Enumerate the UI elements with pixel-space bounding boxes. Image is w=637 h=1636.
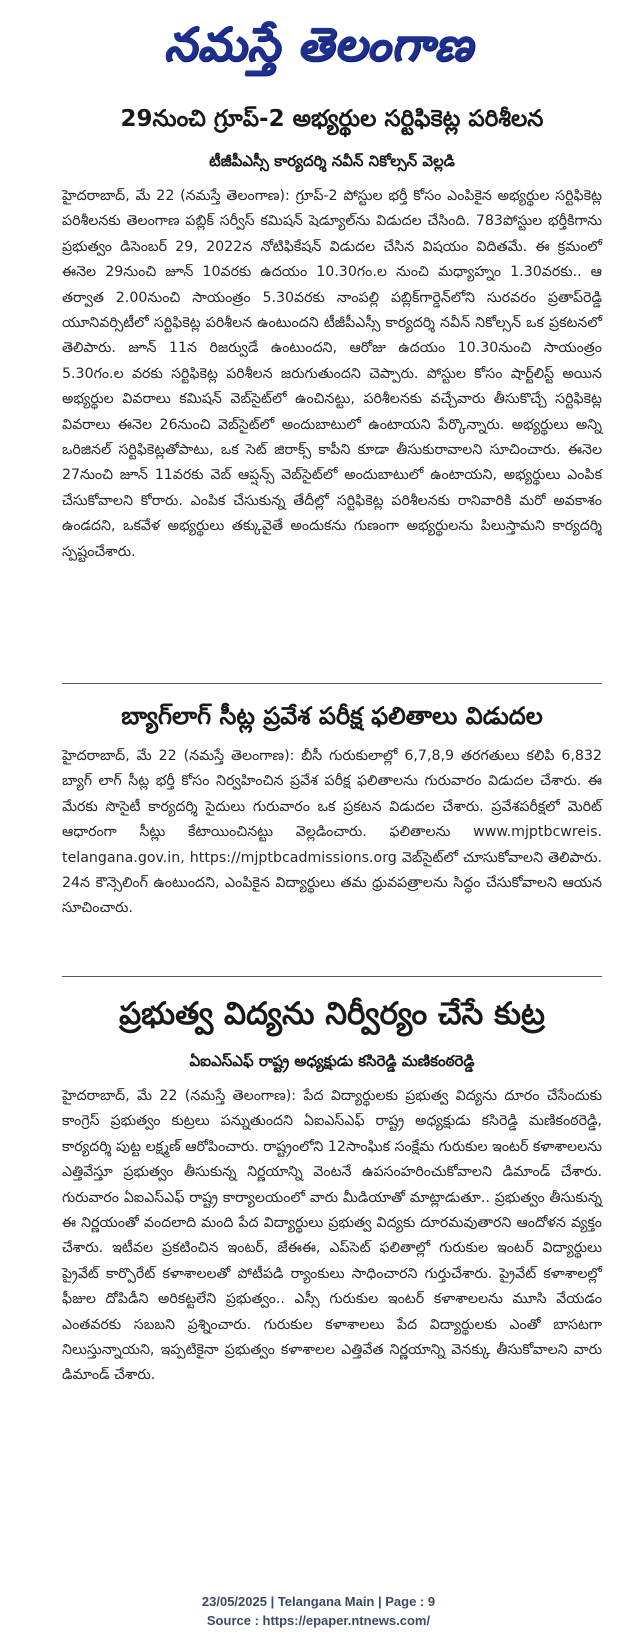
article-headline: 29నుంచి గ్రూప్-2 అభ్యర్థుల సర్టిఫికెట్ల పరిశీలన bbox=[120, 106, 544, 132]
article-group2-certificates bbox=[62, 98, 602, 565]
article-subheadline: ఏఐఎస్ఎఫ్ రాష్ట్ర అధ్యక్షుడు కసిరెడ్డి మణికంఠరెడ్డి bbox=[189, 1052, 475, 1070]
article-headline: ప్రభుత్వ విద్యను నిర్వీర్యం చేసే కుట్ర bbox=[119, 996, 545, 1032]
article-headline: బ్యాగ్‌లాగ్ సీట్ల ప్రవేశ పరీక్ష ఫలితాలు విడుదల bbox=[121, 702, 543, 730]
article-body: హైదరాబాద్, మే 22 (నమస్తే తెలంగాణ): పేద విద్యార్థులకు ప్రభుత్వ విద్యను దూరం చేసేందుకు కాంగ్రెస్ ప్రభుత్వం కుట్రలు పన్నుతుందని ఏఐఎస్ఎఫ్ రాష్ట్ర అధ్యక్షుడు కసిరెడ్డి మణికంఠరెడ్డి, కార్యదర్శి పుట్ట లక్ష్మణ్ ఆరోపించారు. రాష్ట్రంలోని 12సాంఘిక సంక్షేమ గురుకుల ఇంటర్ కళాశాలలను ఎత్తివేస్తూ ప్రభుత్వం తీసుకున్న నిర్ణయాన్ని వెంటనే ఉపసంహరించుకోవాలని డిమాండ్ చేశారు. గురువారం ఏఐఎస్ఎఫ్ రాష్ట్ర కార్యాలయంలో వారు మీడియాతో మాట్లాడుతూ.. ప్రభుత్వం తీసుకున్న ఈ నిర్ణయంతో వందలాది మంది పేద విద్యార్థులు ప్రభుత్వ విద్యకు దూరమవుతారని ఆందోళన వ్యక్తం చేశారు. ఇటీవల ప్రకటించిన ఇంటర్, జేఈఈ, ఎప్‌సెట్ ఫలితాల్లో గురుకుల ఇంటర్ విద్యార్థులు ప్రైవేట్ కార్పొరేట్ కళాశాలలతో పోటీపడి ర్యాంకులు సాధించారని గుర్తుచేశారు. ప్రైవేట్ కళాశాలల్లో ఫీజుల దోపిడీని అరికట్టలేని ప్రభుత్వం.. ఎస్సీ గురుకుల ఇంటర్ కళాశాలలను మూసి వేయడం ఎంతవరకు సబబని ప్రశ్నించారు. గురుకుల కళాశాలలు పేద విద్యార్థులకు ఎంతో బాసటగా నిలుస్తున్నాయని, ఇప్పటికైనా ప్రభుత్వం కళాశాలల ఎత్తివేత నిర్ణయాన్ని వెనక్కు తీసుకోవాలని వారు డిమాండ్ చేశారు. bbox=[62, 1088, 602, 1384]
article-divider bbox=[62, 976, 602, 977]
article-subheadline: టీజీపీఎస్సీ కార్యదర్శి నవీన్ నికోల్సన్ వెల్లడి bbox=[209, 152, 455, 170]
footer-source-link: Source : https://epaper.ntnews.com/ bbox=[206, 1613, 431, 1628]
article-divider bbox=[62, 683, 602, 684]
article-backlog-seats-results bbox=[62, 692, 602, 922]
page-footer bbox=[0, 1592, 637, 1630]
article-body: హైదరాబాద్, మే 22 (నమస్తే తెలంగాణ): గ్రూప్-2 పోస్టుల భర్తీ కోసం ఎంపికైన అభ్యర్థుల సర్టిఫికెట్ల పరిశీలనకు తెలంగాణ పబ్లిక్ సర్వీస్ కమిషన్ షెడ్యూల్‌ను విడుదల చేసింది. 783పోస్టుల భర్తీకిగాను ప్రభుత్వం డిసెంబర్ 29, 2022న నోటిఫికేషన్ విడుదల చేసిన విషయం విదితమే. ఈ క్రమంలో ఈనెల 29నుంచి జూన్ 10వరకు ఉదయం 10.30గం.ల నుంచి మధ్యాహ్నం 1.30వరకు.. ఆ తర్వాత 2.00నుంచి సాయంత్రం 5.30వరకు నాంపల్లి పబ్లిక్‌గార్డెన్‌లోని సురవరం ప్రతాప్‌రెడ్డి యూనివర్సిటీలో సర్టిఫికెట్ల పరిశీలన ఉంటుందని టీజీపీఎస్సీ కార్యదర్శి నవీన్ నికోల్సన్ ఒక ప్రకటనలో తెలిపారు. జూన్ 11న రిజర్వుడే ఉంటుందని, ఆరోజు ఉదయం 10.30నుంచి సాయంత్రం 5.30గం.ల వరకు సర్టిఫికెట్ల పరిశీలన జరుగుతుందని చెప్పారు. పోస్టుల కోసం షార్ట్‌లిస్ట్ అయిన అభ్యర్థుల వివరాలు కమిషన్ వెబ్‌సైట్‌లో ఉంచినట్టు, పరిశీలనకు వచ్చేవారు తీసుకొచ్చే సర్టిఫికెట్ల వివరాలు ఈనెల 26నుంచి వెబ్‌సైట్‌లో అందుబాటులో ఉంటాయని పేర్కొన్నారు. అభ్యర్థులు అన్ని ఒరిజినల్ సర్టిఫికెట్లతోపాటు, ఒక సెట్ జిరాక్స్ కాపీని కూడా తీసుకురావాలని సూచించారు. ఈనెల 27నుంచి జూన్ 11వరకు వెబ్ ఆప్షన్స్ వెబ్‌సైట్‌లో అందుబాటులో ఉంటాయని, అభ్యర్థులు ఎంపిక చేసుకోవాలని కోరారు. ఎంపిక చేసుకున్న తేదీల్లో సర్టిఫికెట్ల పరిశీలనకు రానివారికి మరో అవకాశం ఉండదని, ఒకవేళ అభ్యర్థులు తక్కువైతే అందుకను గుణంగా అభ్యర్థులను పిలుస్తామని కార్యదర్శి స్పష్టంచేశారు. bbox=[62, 188, 602, 560]
article-body: హైదరాబాద్, మే 22 (నమస్తే తెలంగాణ): బీసీ గురుకులాల్లో 6,7,8,9 తరగతులు కలిపి 6,832 బ్యాగ్ లాగ్ సీట్ల భర్తీ కోసం నిర్వహించిన ప్రవేశ పరీక్ష ఫలితాలను గురువారం విడుదల చేశారు. ఈ మేరకు సొసైటీ కార్యదర్శి సైదులు గురువారం ఒక ప్రకటన విడుదల చేశారు. ప్రవేశపరీక్షలో మెరిట్ ఆధారంగా సీట్లు కేటాయించినట్టు వెల్లడించారు. ఫలితాలను www.mjptbcwreis. telangana.gov.in, https://mjptbcadmissions.org వెబ్‌సైట్‌లో చూసుకోవాలని తెలిపారు. 24న కౌన్సెలింగ్ ఉంటుందని, ఎంపికైన విద్యార్థులు తమ ధ్రువపత్రాలను సిద్ధం చేసుకోవాలని ఆయన సూచించారు. bbox=[62, 748, 602, 917]
footer-edition-info: 23/05/2025 | Telangana Main | Page : 9 bbox=[201, 1594, 436, 1609]
article-aisf-statement bbox=[62, 986, 602, 1389]
masthead-title: నమస్తే తెలంగాణ bbox=[163, 17, 474, 71]
